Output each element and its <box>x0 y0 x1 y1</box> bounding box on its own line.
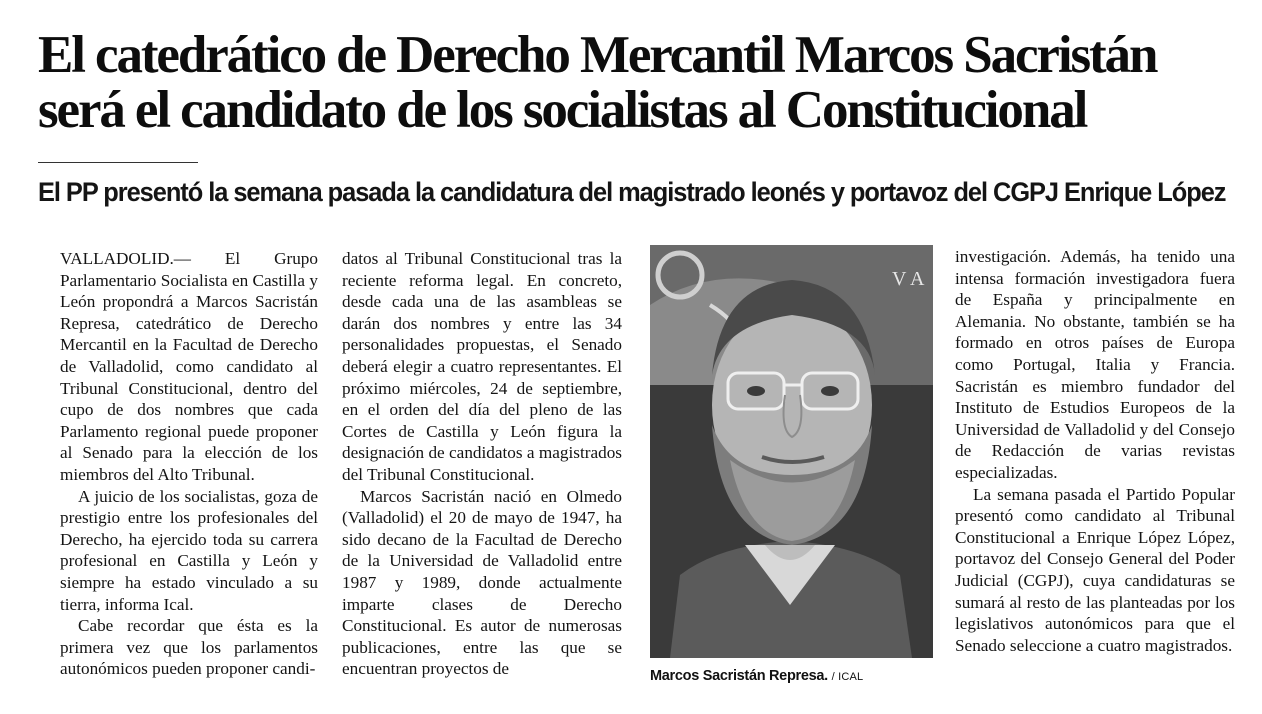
portrait-photo <box>650 245 933 658</box>
subheadline: El PP presentó la semana pasada la candidatura del magistrado leonés y portavoz del CGPJ Enrique López <box>38 177 1226 207</box>
headline-line-1: El catedrático de Derecho Mercantil Marcos Sacristán <box>38 26 1157 84</box>
headline <box>38 28 1238 138</box>
caption-credit: / ICAL <box>831 671 864 683</box>
col2-paragraph-1: datos al Tribunal Constitucional tras la reciente reforma legal. En concreto, desde cada una de las asambleas se darán dos nombres y entre las 34 personalidades propuestas, el Senado deberá elegir a cuatro representantes. El próximo miércoles, 24 de septiembre, en el orden del día del pleno de las Cortes de Castilla y León figura la designación de candidatos a magistrados del Tribunal Constitucional. <box>342 249 622 484</box>
col4-paragraph-2: La semana pasada el Partido Popular presentó como candidato al Tribunal Constitucional a Enrique López López, portavoz del Consejo General del Poder Judicial (CGPJ), cuya candidaturas se sumará al resto de las planteadas por los legislativos autonómicos para que el Senado seleccione a cuatro magistrados. <box>955 484 1235 655</box>
article-column-2 <box>342 248 622 680</box>
col2-paragraph-2: Marcos Sacristán nació en Olmedo (Valladolid) el 20 de mayo de 1947, ha sido decano de la Facultad de Derecho de la Universidad de Valladolid entre 1987 y 1989, donde actualmente imparte clases de Derecho Constitucional. Es autor de numerosas publicaciones, entre las que se encuentran proyectos de <box>342 486 622 679</box>
col1-paragraph-3: Cabe recordar que ésta es la primera vez que los parlamentos autonómicos pueden proponer candi- <box>60 616 318 679</box>
headline-line-2: será el candidato de los socialistas al Constitucional <box>38 81 1087 139</box>
subheadline-rule <box>38 162 198 163</box>
article-column-4 <box>955 246 1235 656</box>
portrait-illustration <box>650 245 933 658</box>
col4-paragraph-1: investigación. Además, ha tenido una intensa formación investigadora fuera de España y principalmente en Alemania. No obstante, también se ha formado en otros países de Europa como Portugal, Italia y Francia. Sacristán es miembro fundador del Instituto de Estudios Europeos de la Universidad de Valladolid y del Consejo de Redacción de varias revistas especializadas. <box>955 247 1235 482</box>
wall-text: V A <box>892 268 925 290</box>
col1-paragraph-1: VALLADOLID.— El Grupo Parlamentario Socialista en Castilla y León propondrá a Marcos Sacristán Represa, catedrático de Derecho Mercantil en la Facultad de Derecho de Valladolid, como candidato al Tribunal Constitucional, dentro del cupo de dos nombres que cada Parlamento regional puede proponer al Senado para la elección de los miembros del Alto Tribunal. <box>60 249 318 484</box>
photo-caption <box>650 666 933 687</box>
caption-name: Marcos Sacristán Represa. <box>650 668 828 684</box>
col1-paragraph-2: A juicio de los socialistas, goza de prestigio entre los profesionales del Derecho, ha ejercido toda su carrera profesional en Castilla y León y siempre ha estado vinculado a su tierra, informa Ical. <box>60 486 318 614</box>
article-column-1 <box>60 248 318 680</box>
